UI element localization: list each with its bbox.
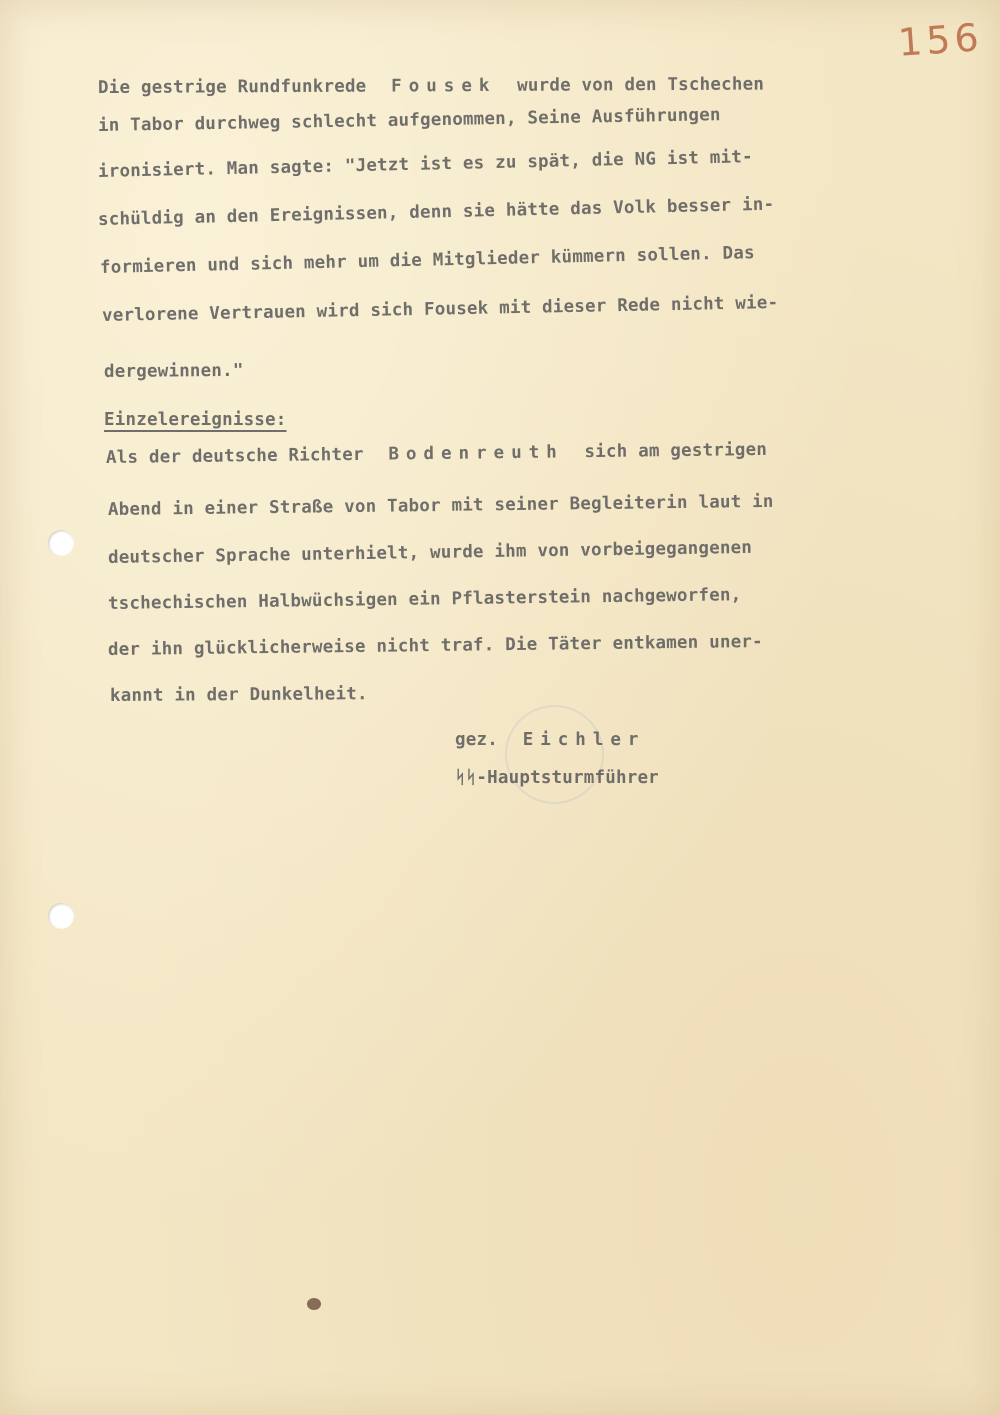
signatory-name: Eichler xyxy=(522,730,646,750)
text-line: ironisiert. Man sagte: "Jetzt ist es zu spät, die NG ist mit- xyxy=(97,147,753,182)
text-line: deutscher Sprache unterhielt, wurde ihm von vorbeigegangenen xyxy=(107,537,753,568)
text-line: schüldig an den Ereignissen, denn sie hätte das Volk besser in- xyxy=(97,194,775,230)
signatory-rank: ᛋᛋ-Hauptsturmführer xyxy=(455,768,659,788)
text-line: kannt in der Dunkelheit. xyxy=(109,684,368,706)
faded-stamp xyxy=(505,705,604,804)
text-line: in Tabor durchweg schlecht aufgenommen, Seine Ausführungen xyxy=(97,105,721,136)
text-line: formieren und sich mehr um die Mitglieder kümmern sollen. Das xyxy=(99,243,755,278)
folio-number: 156 xyxy=(896,15,984,65)
text-line: Abend in einer Straße von Tabor mit seiner Begleiterin laut in xyxy=(107,491,774,520)
text-line: dergewinnen." xyxy=(103,360,244,382)
ink-stain xyxy=(307,1298,321,1310)
punch-hole-top xyxy=(48,530,74,556)
text-segment: Als der deutsche Richter xyxy=(105,444,364,468)
text-segment: wurde von den Tschechen xyxy=(517,74,765,96)
signature-line xyxy=(455,730,645,750)
text-line xyxy=(106,440,767,468)
section-heading: Einzelereignisse: xyxy=(104,410,287,430)
text-segment: sich am gestrigen xyxy=(584,439,768,463)
emphasized-name: Fousek xyxy=(391,75,497,97)
text-line: tschechischen Halbwüchsigen ein Pflasterstein nachgeworfen, xyxy=(107,585,742,614)
text-line: der ihn glücklicherweise nicht traf. Die Täter entkamen uner- xyxy=(107,631,763,660)
text-line xyxy=(98,75,764,98)
emphasized-name: Bodenreuth xyxy=(388,442,564,465)
text-segment: Die gestrige Rundfunkrede xyxy=(97,76,367,98)
punch-hole-bottom xyxy=(48,903,74,929)
text-line: verlorene Vertrauen wird sich Fousek mit dieser Rede nicht wie- xyxy=(101,293,779,326)
signature-prefix: gez. xyxy=(455,730,498,750)
